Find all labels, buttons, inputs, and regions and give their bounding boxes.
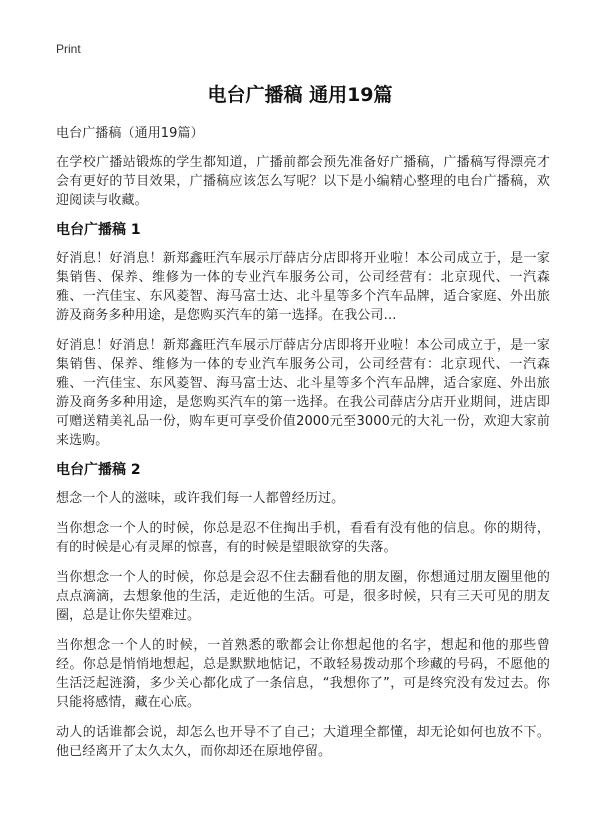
intro-paragraph: 在学校广播站锻炼的学生都知道，广播前都会预先准备好广播稿，广播稿写得漂亮才会有更好的节目效果，广播稿应该怎么写呢？以下是小编精心整理的电台广播稿，欢迎阅读与收藏。 [56, 155, 550, 208]
paragraph: 当你想念一个人的时候，你总是会忍不住去翻看他的朋友圈，你想通过朋友圈里他的点点滴滴，去想象他的生活，走近他的生活。可是，很多时候，只有三天可见的朋友圈，总是让你失望难过。 [56, 570, 550, 623]
article-body [56, 124, 550, 772]
print-link[interactable]: Print [56, 42, 81, 56]
paragraph: 当你想念一个人的时候，一首熟悉的歌都会让你想起他的名字，想起和他的那些曾经。你总是悄悄地想起，总是默默地惦记，不敢轻易拨动那个珍藏的号码，不愿他的生活泛起涟漪，多少关心都化成了一条信息，“我想你了”，可是终究没有发过去。你只能将感情，藏在心底。 [56, 638, 550, 710]
article-subtitle: 电台广播稿（通用19篇） [56, 126, 204, 141]
paragraph: 好消息！好消息！新郑鑫旺汽车展示厅薛店分店即将开业啦！本公司成立于，是一家集销售、保养、维修为一体的专业汽车服务公司，公司经营有：北京现代、一汽森雅、一汽佳宝、东风菱智、海马富士达、北斗星等多个汽车品牌，适合家庭、外出旅游及商务多种用途，是您购买汽车的第一选择。在我公司薛店分店开业期间，进店即可赠送精美礼品一份，购车更可享受价值2000元至3000元的大礼一份，欢迎大家前来选购。 [56, 338, 550, 448]
paragraph: 动人的话谁都会说，却怎么也开导不了自己；大道理全都懂，却无论如何也放不下。他已经离开了太久太久，而你却还在原地停留。 [56, 725, 550, 759]
paragraph: 好消息！好消息！新郑鑫旺汽车展示厅薛店分店即将开业啦！本公司成立于，是一家集销售、保养、维修为一体的专业汽车服务公司，公司经营有：北京现代、一汽森雅、一汽佳宝、东风菱智、海马富士达、北斗星等多个汽车品牌，适合家庭、外出旅游及商务多种用途，是您购买汽车的第一选择。在我公司… [56, 251, 550, 323]
paragraph: 当你想念一个人的时候，你总是忍不住掏出手机，看看有没有他的信息。你的期待，有的时候是心有灵犀的惊喜，有的时候是望眼欲穿的失落。 [56, 521, 550, 555]
section-heading-1: 电台广播稿 1 [56, 222, 141, 238]
paragraph: 想念一个人的滋味，或许我们每一人都曾经历过。 [56, 491, 345, 506]
page-title: 电台广播稿 通用19篇 [207, 84, 393, 106]
section-heading-2: 电台广播稿 2 [56, 462, 141, 478]
